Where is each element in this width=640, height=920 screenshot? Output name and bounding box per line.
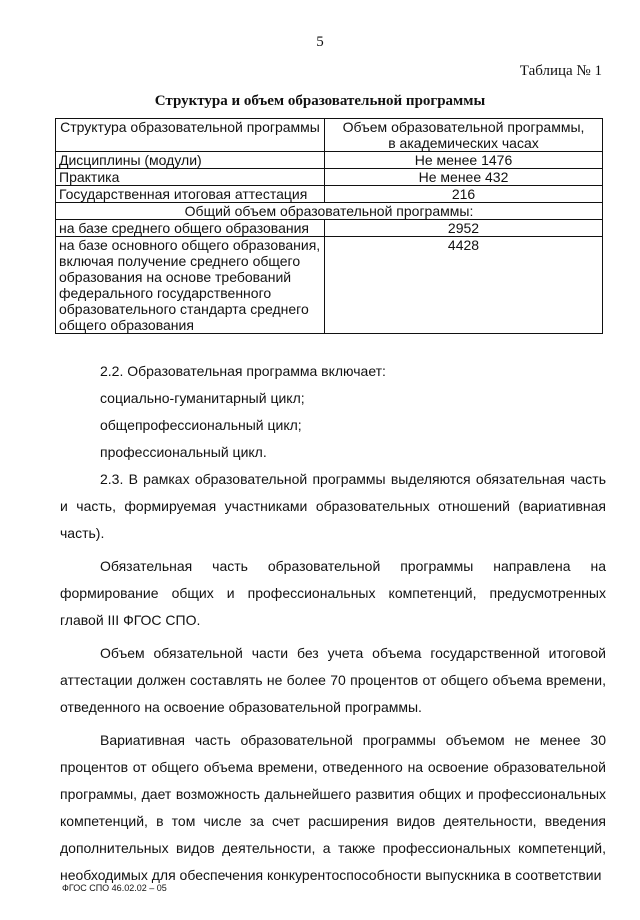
row-name: Практика [56,169,325,186]
table-row [56,152,603,169]
body-text [60,358,606,889]
list-item-cycle: социально-гуманитарный цикл; [100,390,305,406]
row-value: Не менее 432 [325,169,603,186]
total-heading-row [56,203,603,220]
table-row [56,220,603,237]
row-name: Дисциплины (модули) [56,152,325,169]
table-row [56,186,603,203]
row-name: на базе среднего общего образования [56,220,325,237]
header-col1: Структура образовательной программы [56,119,325,152]
header-col2-line2: в академических часах [388,135,539,151]
row-value: 2952 [325,220,603,237]
row-value: 216 [325,186,603,203]
page-number: 5 [316,34,324,50]
row-name: на базе основного общего образования, включая получение среднего общего образования на основе требований федерального государственного образовательного стандарта среднего общего образования [56,237,325,334]
paragraph: Вариативная часть образовательной программы объемом не менее 30 процентов от общего объема времени, отведенного на освоение образовательной программы, дает возможность дальнейшего развития общих и профессиональных компетенций, в том числе за счет расширения видов деятельности, введения дополнительных видов деятельности, а также профессиональных компетенций, необходимых для обеспечения конкурентоспособности выпускника в соответствии [60,732,606,883]
header-col2-line1: Объем образовательной программы, [342,119,585,135]
row-value: Не менее 1476 [325,152,603,169]
footer-code: ФГОС СПО 46.02.02 – 05 [62,883,167,893]
table-title: Структура и объем образовательной программы [154,93,486,109]
table-header-row [56,119,603,152]
paragraph-2-2: 2.2. Образовательная программа включает: [100,363,386,379]
paragraph: Объем обязательной части без учета объема государственной итоговой аттестации должен составлять не более 70 процентов от общего объема времени, отведенного на освоение образовательной программы. [60,645,606,715]
list-item-cycle: общепрофессиональный цикл; [100,417,302,433]
paragraph-2-3: 2.3. В рамках образовательной программы выделяются обязательная часть и часть, формируемая участниками образовательных отношений (вариативная часть). [60,471,606,541]
list-item-cycle: профессиональный цикл. [100,444,267,460]
header-col2 [325,119,603,152]
table-row [56,169,603,186]
row-value: 4428 [325,237,603,334]
table-row [56,237,603,334]
table-label: Таблица № 1 [519,63,602,79]
row-name: Государственная итоговая аттестация [56,186,325,203]
paragraph: Обязательная часть образовательной программы направлена на формирование общих и профессиональных компетенций, предусмотренных главой III ФГОС СПО. [60,558,606,628]
total-heading: Общий объем образовательной программы: [56,203,603,220]
program-structure-table [55,118,603,334]
